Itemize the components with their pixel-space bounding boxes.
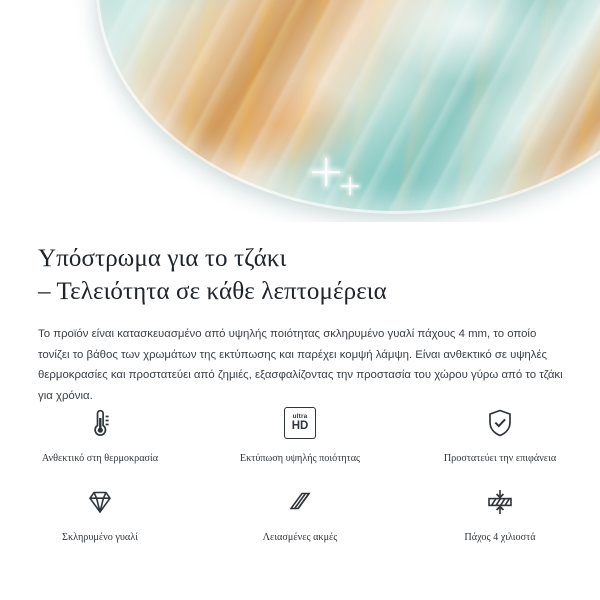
headline-line-1: Υπόστρωμα για το τζάκι (38, 245, 287, 272)
thermometer-icon (77, 400, 123, 446)
feature-item-polished-edges (200, 479, 400, 544)
feature-item-print-quality (200, 400, 400, 465)
content-block (0, 222, 600, 406)
feature-label: Προστατεύει την επιφάνεια (443, 453, 557, 464)
feature-label: Πάχος 4 χιλιοστά (464, 532, 536, 543)
shield-check-icon (477, 400, 523, 446)
feature-item-tempered-glass (0, 479, 200, 544)
hero-image (0, 0, 600, 222)
diamond-icon (77, 479, 123, 525)
feature-label: Λειασμένες ακμές (262, 532, 338, 543)
polished-edges-icon (277, 479, 323, 525)
thickness-arrows-icon (477, 479, 523, 525)
feature-item-temperature (0, 400, 200, 465)
feature-label: Ανθεκτικό στη θερμοκρασία (41, 453, 159, 464)
description-paragraph: Το προϊόν είναι κατασκευασμένο από υψηλής ποιότητας σκληρυμένο γυαλί πάχους 4 mm, το οποίο τονίζει το βάθος των χρωμάτων της εκτύπωσης και παρέχει κομψή λάμψη. Είναι ανθεκτικό σε υψηλές θερμοκρασίες και προστατεύει από ζημιές, εξασφαλίζοντας την προστασία του χώρου γύρω από το τζάκι για χρόνια. (38, 328, 563, 402)
feature-label: Εκτύπωση υψηλής ποιότητας (239, 453, 361, 464)
ultra-hd-icon: ultra HD (277, 400, 323, 446)
marble-glass-plate-icon (96, 0, 600, 214)
page-title (0, 222, 600, 308)
feature-item-surface-protection (400, 400, 600, 465)
feature-label: Σκληρυμένο γυαλί (62, 532, 138, 543)
feature-grid (0, 400, 600, 544)
feature-item-thickness (400, 479, 600, 544)
headline-line-2: – Τελειότητα σε κάθε λεπτομέρεια (38, 278, 387, 305)
